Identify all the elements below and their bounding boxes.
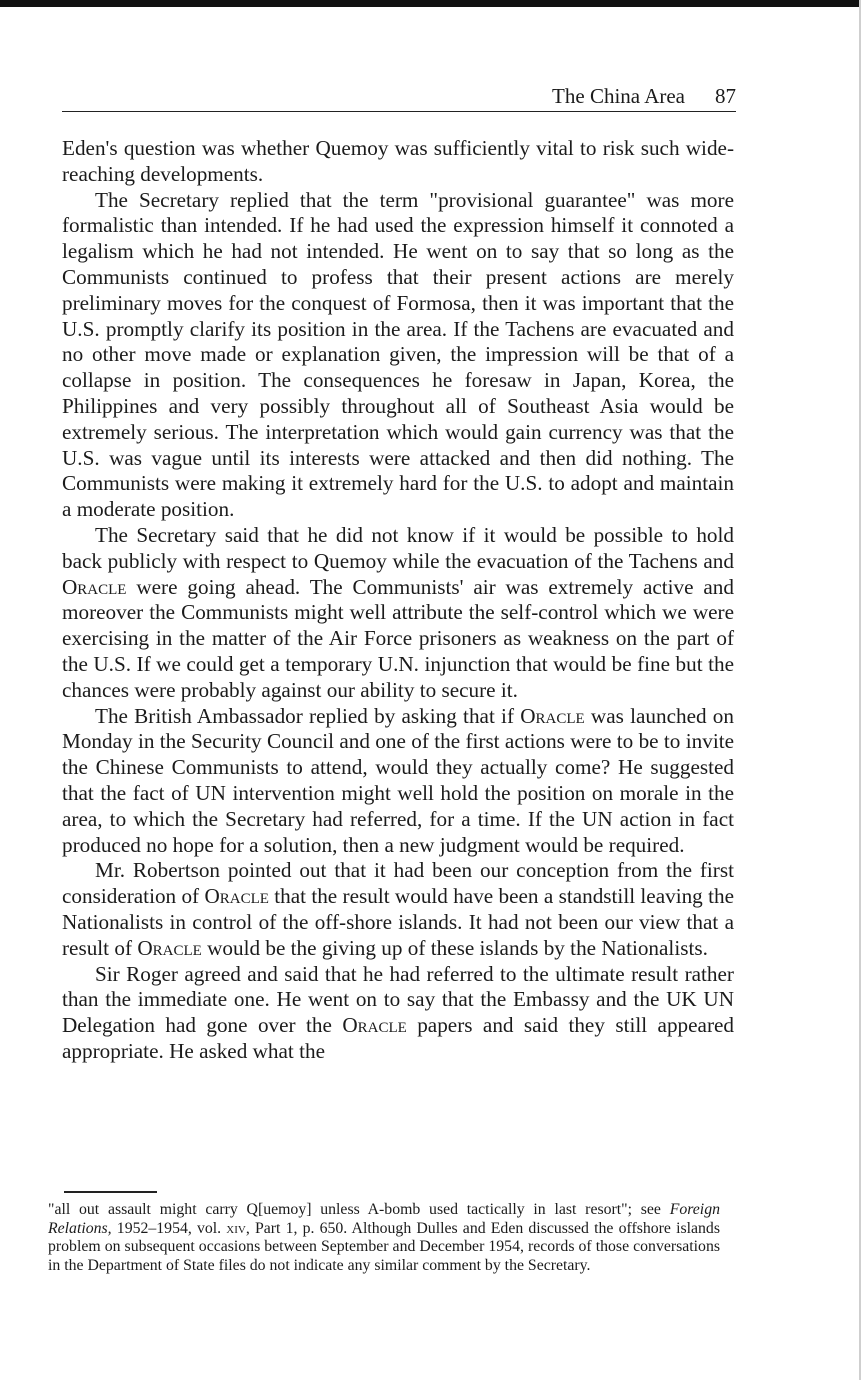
text-run: The Secretary replied that the term "provisional guarantee" was more formalistic than intended. If he had used the expression himself it connoted a legalism which he had not intended. He went on to say that so long as the Communists continued to profess that their present actions are merely preliminary moves for the conquest of Formosa, then it was important that the U.S. promptly clarify its position in the area. If the Tachens are evacuated and no other move made or explanation given, the impression will be that of a collapse in position. The consequences he foresaw in Japan, Korea, the Philippines and very possibly throughout all of Southeast Asia would be extremely serious. The interpretation which would gain currency was that the U.S. was vague until its interests were attacked and then did nothing. The Communists were making it extremely hard for the U.S. to adopt and maintain a moderate position.: [62, 187, 734, 522]
paragraph: [62, 704, 734, 859]
footnote-run: 1952–1954, vol.: [111, 1219, 227, 1237]
text-run: Sir Roger agreed and said that he had referred to the ultimate result rather than the immediate one. He went on to say that the Embassy and the UK UN Delegation had gone over the: [62, 961, 734, 1038]
paragraph: [62, 858, 734, 961]
paragraph: [62, 523, 734, 704]
text-run: The Secretary said that he did not know if it would be possible to hold back publicly with respect to Quemoy while the evacuation of the Tachens and: [62, 522, 734, 573]
italic-citation: Foreign Relations,: [48, 1201, 720, 1237]
small-caps-term: Oracle: [342, 1013, 407, 1038]
text-run: was launched on Monday in the Security Council and one of the first actions were to be to invite the Chinese Communists to attend, would they actually come? He suggested that the fact of UN intervention might well hold the position on morale in the area, to which the Secretary had referred, for a time. If the UN action in fact produced no hope for a solution, then a new judgment would be required.: [62, 703, 734, 857]
paragraph: [62, 962, 734, 1065]
text-run: were going ahead. The Communists' air was extremely active and moreover the Communists might well attribute the self-control which we were exercising in the matter of the Air Force prisoners as weakness on the part of the U.S. If we could get a temporary U.N. injunction that would be fine but the chances were probably against our ability to secure it.: [62, 574, 734, 702]
small-caps-term: Oracle: [204, 884, 269, 909]
running-title: The China Area: [552, 84, 685, 108]
small-caps-term: Oracle: [520, 703, 585, 728]
small-caps-volume: xiv: [226, 1219, 246, 1237]
small-caps-term: Oracle: [62, 574, 127, 599]
footnote-run: , Part 1, p. 650. Although Dulles and Eden discussed the offshore islands problem on subsequent occasions between September and December 1954, records of those conversations in the Department of State files do not indicate any similar comment by the Secretary.: [48, 1219, 720, 1274]
footnote-run: "all out assault might carry Q[uemoy] unless A-bomb used tactically in last resort"; see: [48, 1201, 670, 1218]
text-run: that the result would have been a standstill leaving the Nationalists in control of the off-shore islands. It had not been our view that a result of: [62, 884, 734, 960]
page-top-edge: [0, 0, 861, 7]
running-header: [62, 84, 736, 112]
text-run: The British Ambassador replied by asking that if: [95, 703, 521, 728]
body-text: [62, 136, 734, 1065]
running-head-text: [552, 84, 736, 109]
page-number: 87: [715, 84, 736, 108]
text-run: Mr. Robertson pointed out that it had been our conception from the first consideration of: [62, 858, 734, 909]
small-caps-term: Oracle: [137, 935, 202, 960]
footnote-rule: [64, 1191, 157, 1193]
text-run: would be the giving up of these islands by the Nationalists.: [201, 935, 708, 960]
paragraph: [62, 136, 734, 188]
text-run: Eden's question was whether Quemoy was sufficiently vital to risk such wide-reaching developments.: [62, 136, 734, 186]
footnote: [48, 1201, 720, 1275]
paragraph: [62, 188, 734, 523]
text-run: papers and said they still appeared appropriate. He asked what the: [62, 1013, 735, 1063]
